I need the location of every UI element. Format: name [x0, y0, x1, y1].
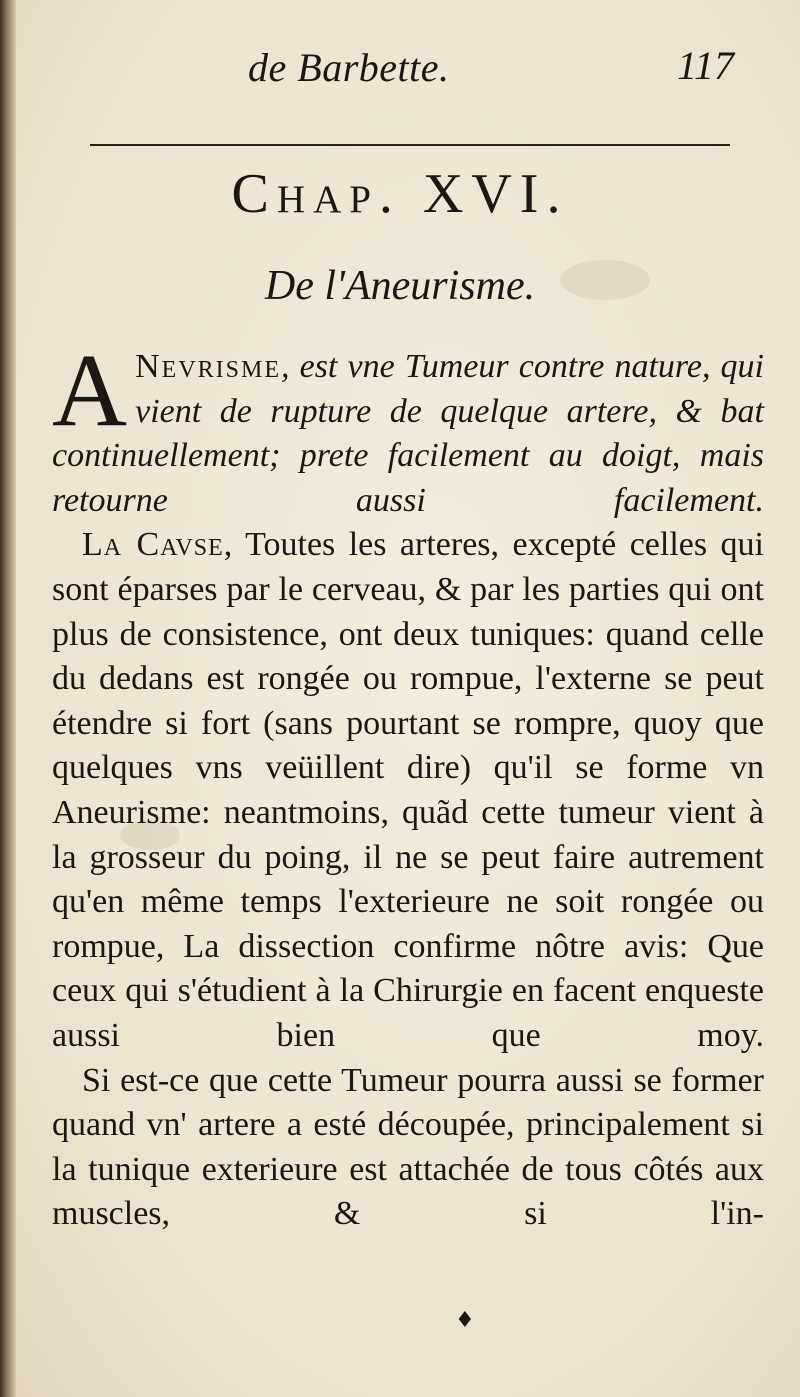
running-head-title: de Barbette.	[248, 45, 450, 90]
body-text	[52, 333, 764, 1237]
paragraph-text: , Toutes les arteres, excepté celles qui sont éparses par le cerveau, & par les parties qui ont plus de consistence, ont deux tuniques: quand celle du dedans est rongée ou rompue, l'externe se peut étendre si fort (sans pourtant se rompre, quoy que quelques vns veüillent dire) qu'il se forme vn Aneurisme: neantmoins, quãd cette tumeur vient à la grosseur du poing, il ne se peut faire autrement qu'en même temps l'exterieure ne soit rongée ou rompue, La dissection confirme nôtre avis: Que ceux qui s'étudient à la Chirurgie en facent enqueste aussi bien que moy.	[52, 526, 764, 1054]
page-number: 117	[676, 43, 734, 88]
ornament-mark: ♦	[455, 1308, 475, 1333]
running-head	[240, 40, 740, 100]
chapter-subtitle: De l'Aneurisme.	[264, 263, 536, 309]
paragraph-text: , est vne Tumeur contre nature, qui vient de rupture de quelque artere, & bat continuellement; prete facilement au doigt, mais retourne aussi facilement.	[52, 348, 764, 519]
drop-cap: A	[52, 333, 128, 448]
chapter-heading: Chap. XVI.	[231, 163, 569, 225]
paragraph-lead-word: Nevrisme	[135, 348, 282, 385]
paragraph-cause	[52, 523, 764, 1058]
paragraph-definition	[52, 333, 764, 523]
paragraph-formation	[52, 1059, 764, 1237]
header-rule	[90, 144, 730, 146]
paragraph-lead-word: La Cavse	[82, 526, 224, 564]
paragraph-text: Si est-ce que cette Tumeur pourra aussi se former quand vn' artere a esté découpée, principalement si la tunique exterieure est attachée de tous côtés aux muscles, & si l'in-	[52, 1061, 764, 1233]
